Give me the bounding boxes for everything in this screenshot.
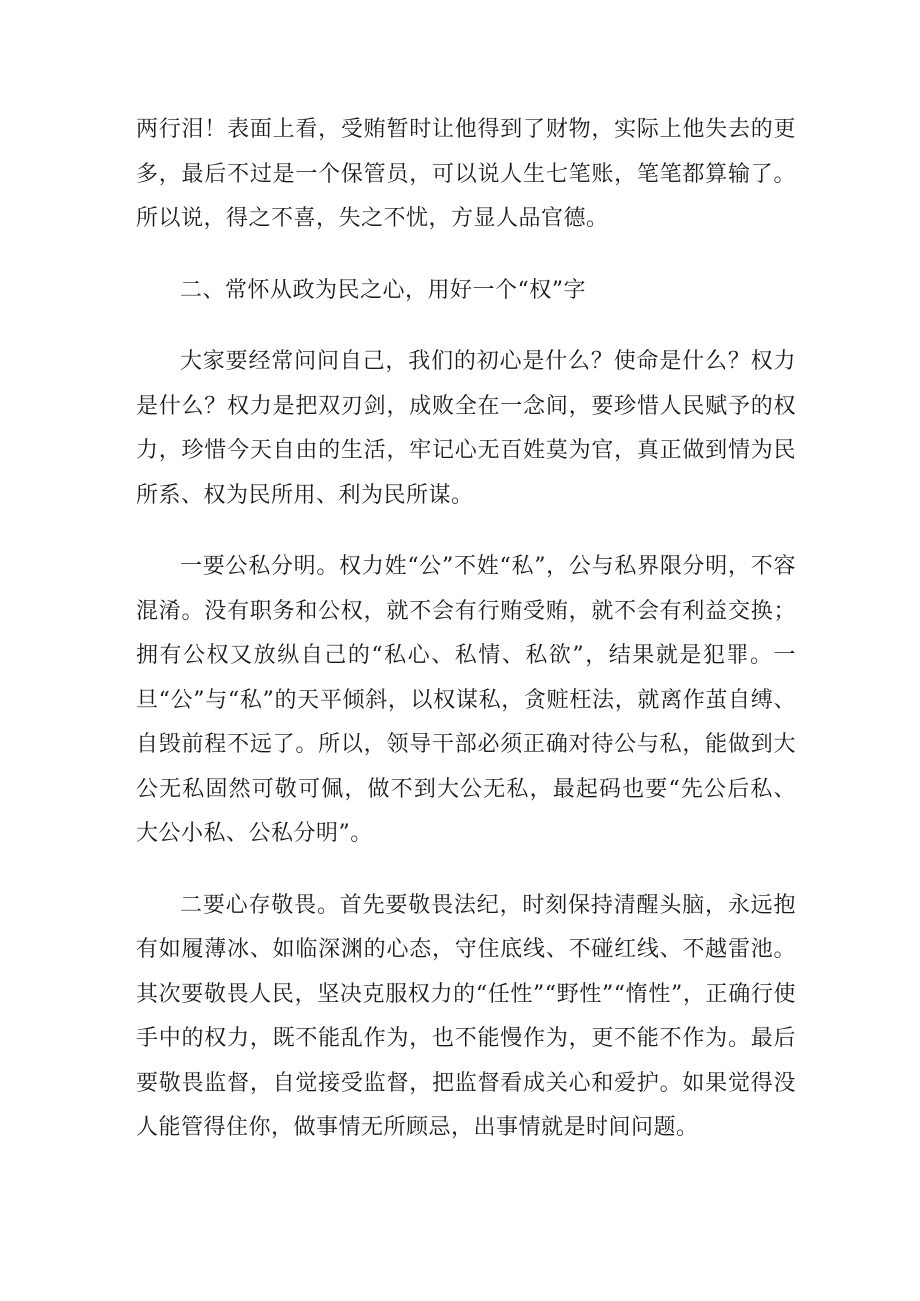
- paragraph-continuation: 两行泪！表面上看，受贿暂时让他得到了财物，实际上他失去的更多，最后不过是一个保管员，可以说人生七笔账，笔笔都算输了。所以说，得之不喜，失之不忧，方显人品官德。: [136, 117, 796, 231]
- section-heading: 二、常怀从政为民之心，用好一个“权”字: [180, 277, 586, 303]
- document-body: [136, 108, 796, 1151]
- paragraph-point-1: 一要公私分明。权力姓“公”不姓“私”，公与私界限分明，不容混淆。没有职务和公权，就不会有行贿受贿，就不会有利益交换；拥有公权又放纵自己的“私心、私情、私欲”，结果就是犯罪。一旦“公”与“私”的天平倾斜，以权谋私，贪赃枉法，就离作茧自缚、自毁前程不远了。所以，领导干部必须正确对待公与私，能做到大公无私固然可敬可佩，做不到大公无私，最起码也要“先公后私、大公小私、公私分明”。: [136, 554, 796, 846]
- paragraph-point-2: 二要心存敬畏。首先要敬畏法纪，时刻保持清醒头脑，永远抱有如履薄冰、如临深渊的心态，守住底线、不碰红线、不越雷池。其次要敬畏人民，坚决克服权力的“任性”“野性”“惰性”，正确行使手中的权力，既不能乱作为，也不能慢作为，更不能不作为。最后要敬畏监督，自觉接受监督，把监督看成关心和爱护。如果觉得没人能管得住你，做事情无所顾忌，出事情就是时间问题。: [136, 892, 796, 1140]
- paragraph-intro: 大家要经常问问自己，我们的初心是什么？使命是什么？权力是什么？权力是把双刃剑，成败全在一念间，要珍惜人民赋予的权力，珍惜今天自由的生活，牢记心无百姓莫为官，真正做到情为民所系、权为民所用、利为民所谋。: [136, 349, 796, 508]
